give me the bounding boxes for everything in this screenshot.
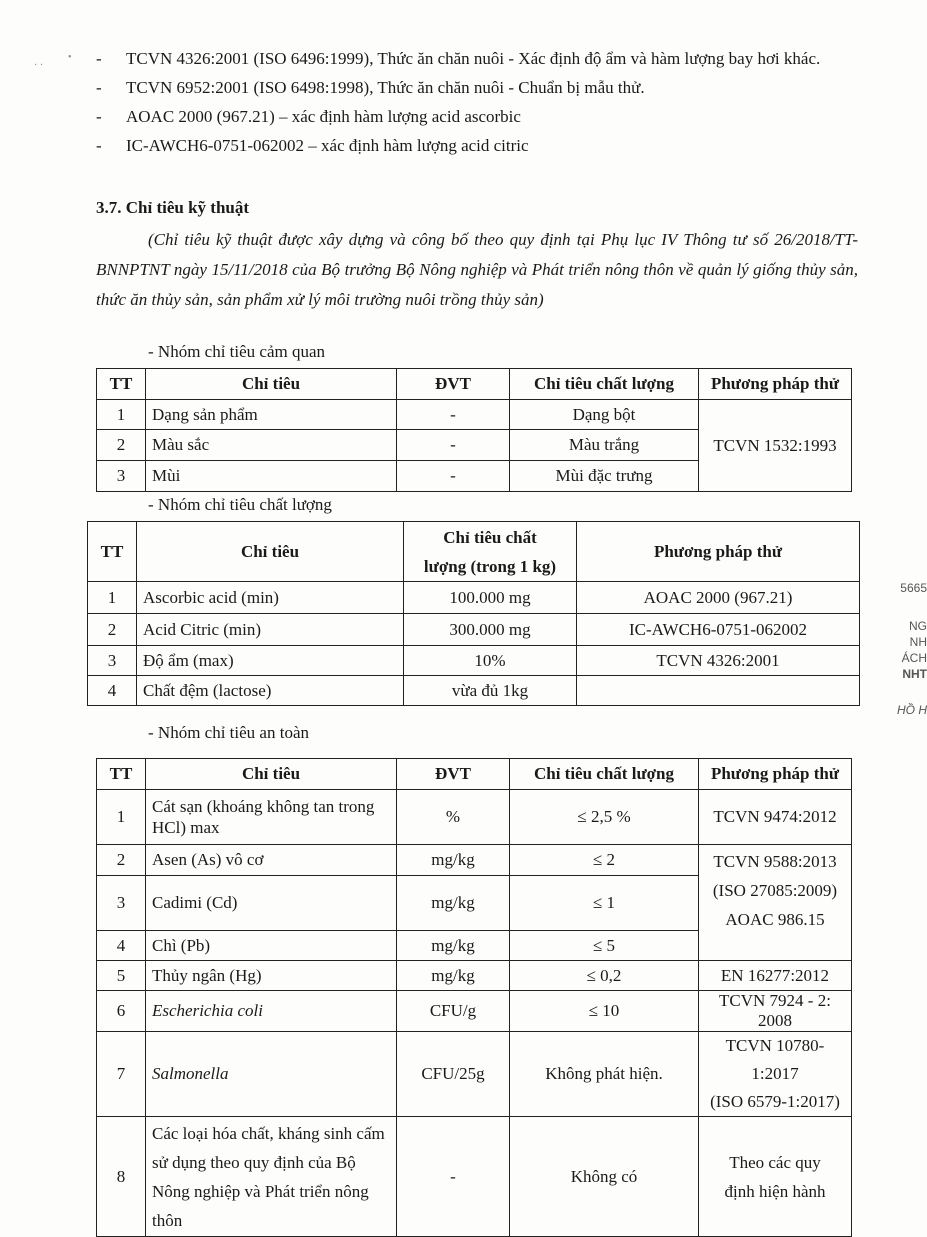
sensory-group-label: - Nhóm chỉ tiêu cảm quan: [148, 342, 326, 361]
scan-speck: •: [68, 52, 72, 63]
reference-item: - TCVN 6952:2001 (ISO 6498:1998), Thức ăn chăn nuôi - Chuẩn bị mẫu thử.: [96, 78, 645, 97]
col-header-method: Phương pháp thử: [699, 759, 852, 790]
table-row: 1 Dạng sản phẩm - Dạng bột TCVN 1532:1993: [97, 400, 852, 430]
table-header-row: [88, 522, 860, 582]
col-header-value: Chỉ tiêu chất lượng: [510, 369, 699, 400]
table-row: 2 Màu sắc - Màu trắng: [97, 430, 852, 461]
table-row: 4 Chì (Pb) mg/kg ≤ 5: [97, 931, 852, 961]
col-header-tt: TT: [97, 759, 146, 790]
reference-item: - AOAC 2000 (967.21) – xác định hàm lượng acid ascorbic: [96, 107, 521, 126]
reference-item: - IC-AWCH6-0751-062002 – xác định hàm lượng acid citric: [96, 136, 529, 155]
safety-table: [96, 758, 852, 1237]
table-header-row: [97, 369, 852, 400]
col-header-tt: TT: [88, 522, 137, 582]
col-header-method: Phương pháp thử: [699, 369, 852, 400]
col-header-unit: ĐVT: [397, 369, 510, 400]
col-header-name: Chỉ tiêu: [146, 369, 397, 400]
sensory-method: TCVN 1532:1993: [699, 400, 852, 492]
adjacent-page-edge-marks: 5665 NG NH ÁCH NHT HỒ H: [897, 581, 927, 717]
metals-method: TCVN 9588:2013 (ISO 27085:2009) AOAC 986.15: [699, 845, 852, 961]
table-row: 3 Cadimi (Cd) mg/kg ≤ 1: [97, 876, 852, 931]
table-row: 7 Salmonella CFU/25g Không phát hiện. TCVN 10780-1:2017 (ISO 6579-1:2017): [97, 1032, 852, 1117]
table-row: 6 Escherichia coli CFU/g ≤ 10 TCVN 7924 - 2: 2008: [97, 991, 852, 1032]
table-row: 1 Ascorbic acid (min) 100.000 mg AOAC 2000 (967.21): [88, 582, 860, 614]
col-header-unit: ĐVT: [397, 759, 510, 790]
table-header-row: [97, 759, 852, 790]
safety-group-label: - Nhóm chỉ tiêu an toàn: [148, 723, 309, 742]
quality-group-label: - Nhóm chỉ tiêu chất lượng: [148, 495, 332, 514]
table-row: 1 Cát sạn (khoáng không tan trong HCl) max % ≤ 2,5 % TCVN 9474:2012: [97, 790, 852, 845]
table-row: 2 Acid Citric (min) 300.000 mg IC-AWCH6-0751-062002: [88, 614, 860, 646]
section-title: 3.7. Chỉ tiêu kỹ thuật: [96, 198, 250, 217]
col-header-value: Chỉ tiêu chất lượng (trong 1 kg): [404, 522, 577, 582]
table-row: 2 Asen (As) vô cơ mg/kg ≤ 2 TCVN 9588:2013 (ISO 27085:2009) AOAC 986.15: [97, 845, 852, 876]
sensory-table: [96, 368, 852, 492]
col-header-value: Chỉ tiêu chất lượng: [510, 759, 699, 790]
quality-table: [87, 521, 860, 706]
col-header-method: Phương pháp thử: [577, 522, 860, 582]
table-row: 3 Mùi - Mùi đặc trưng: [97, 461, 852, 492]
col-header-tt: TT: [97, 369, 146, 400]
scan-speck: · ·: [34, 60, 44, 71]
table-row: 5 Thủy ngân (Hg) mg/kg ≤ 0,2 EN 16277:2012: [97, 961, 852, 991]
table-row: 8 Các loại hóa chất, kháng sinh cấm sử dụng theo quy định của Bộ Nông nghiệp và Phát triển nông thôn - Không có Theo các quy định hiện hành: [97, 1117, 852, 1237]
table-row: 4 Chất đệm (lactose) vừa đủ 1kg: [88, 676, 860, 706]
col-header-name: Chỉ tiêu: [146, 759, 397, 790]
col-header-name: Chỉ tiêu: [137, 522, 404, 582]
section-note: (Chỉ tiêu kỹ thuật được xây dựng và công bố theo quy định tại Phụ lục IV Thông tư số 26/2018/TT-BNNPTNT ngày 15/11/2018 của Bộ trưởng Bộ Nông nghiệp và Phát triển nông thôn về quản lý giống thủy sản, thức ăn thủy sản, sản phẩm xử lý môi trường nuôi trồng thủy sản): [96, 230, 858, 309]
reference-list: [96, 44, 866, 160]
reference-item: - TCVN 4326:2001 (ISO 6496:1999), Thức ăn chăn nuôi - Xác định độ ẩm và hàm lượng bay hơi khác.: [96, 49, 821, 68]
table-row: 3 Độ ẩm (max) 10% TCVN 4326:2001: [88, 646, 860, 676]
